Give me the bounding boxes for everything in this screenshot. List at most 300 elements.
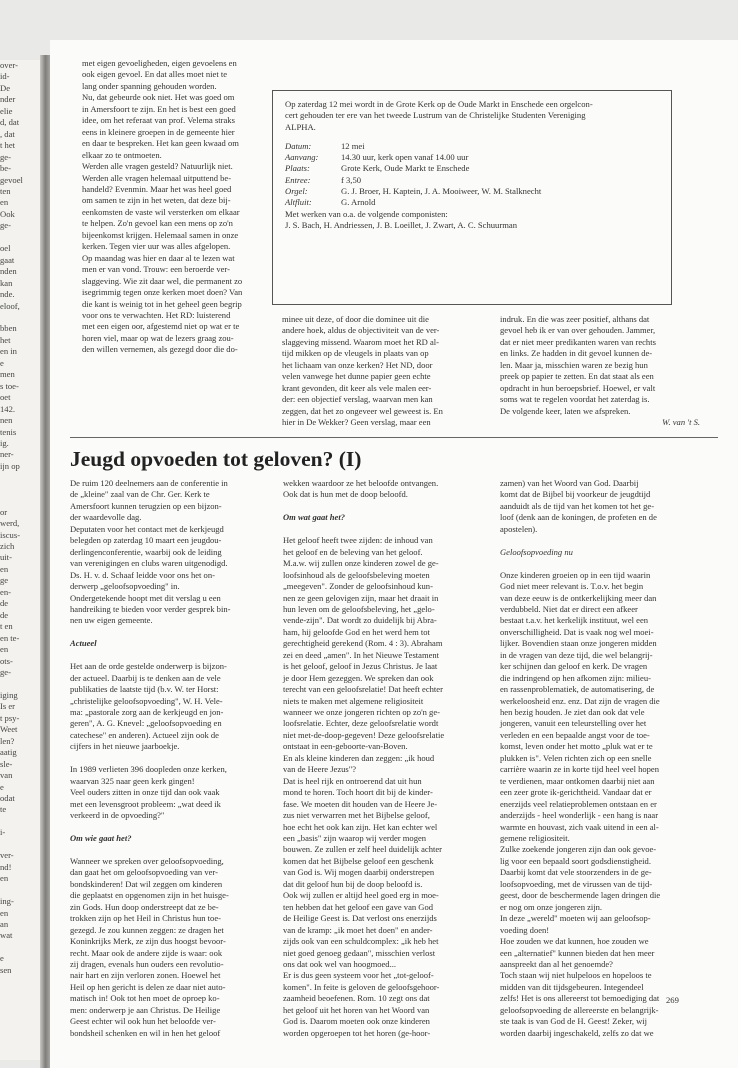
text-line: van deze eeuw is de ontkerkelijking meer dan xyxy=(500,592,657,603)
announcement-row xyxy=(285,163,541,174)
left-page-fragment: aatig xyxy=(0,747,17,758)
left-page-fragment: e xyxy=(0,953,4,964)
text-line: ma: „pastorale zorg aan de kerkjeugd en jon- xyxy=(70,707,224,718)
top-middle-column xyxy=(282,314,443,429)
text-line: met een levensgroot probleem: „wat deed ik xyxy=(70,798,221,809)
text-line: preek op papier te zetten. En dat staat als een xyxy=(500,371,654,382)
paragraph-gap xyxy=(70,650,230,661)
left-page-fragment xyxy=(0,839,44,850)
text-line: zelfs! Het is ons allereerst tot bemoediging dat xyxy=(500,993,660,1004)
paragraph-gap xyxy=(500,558,660,569)
left-page-fragment: ge xyxy=(0,575,9,586)
text-line: Geest echter wil ook hun het beloofde ver- xyxy=(70,1016,216,1027)
left-page-fragment xyxy=(0,678,44,689)
announcement-label: Altfluit: xyxy=(285,197,312,208)
announcement-value: G. J. Broer, H. Kaptein, J. A. Mooiweer, W. M. Stalknecht xyxy=(341,186,542,197)
text-line: gezegd. Je zou kunnen zeggen: ze dragen het xyxy=(70,924,224,935)
left-page-fragment: t en xyxy=(0,621,13,632)
subheading: Om wat gaat het? xyxy=(283,512,345,523)
left-page-fragment: gevoel xyxy=(0,174,23,185)
text-line: Toch staan wij niet hulpeloos en hopeloos te xyxy=(500,970,652,981)
subheading: Geloofsopvoeding nu xyxy=(500,546,573,557)
text-line: len. Maar ja, misschien waren ze bezig hun xyxy=(500,359,648,370)
section-divider xyxy=(70,437,718,438)
text-line: om samen te zijn in het weten, dat deze bij- xyxy=(82,195,231,206)
text-line: waarvan 325 naar geen kerk gingen! xyxy=(70,775,195,786)
text-line: komen dat het Bijbelse geloof een geschenk xyxy=(283,855,434,866)
announcement-value: 12 mei xyxy=(341,140,365,151)
text-line: kerken. Tegen vier uur was alles afgelopen. xyxy=(82,241,231,252)
text-line: ontstaat in een-geboorte-van-Boven. xyxy=(283,741,408,752)
left-page-fragment: en xyxy=(0,873,9,884)
text-line: een „alternatief" kunnen bieden dat hen meer xyxy=(500,947,655,958)
text-line: ook eigen gevoel. En dat alles moet niet te xyxy=(82,69,228,80)
text-line: den willen vernemen, als gezegd door die do- xyxy=(82,344,238,355)
text-line: andere hoek, aldus de objectiviteit van de ver- xyxy=(282,325,440,336)
announcement-row xyxy=(285,141,541,152)
left-page-fragment: d, dat xyxy=(0,117,20,128)
text-line: geloofsopvoeding de allereerste en belangrijk- xyxy=(500,1004,659,1015)
left-page-fragment: nen xyxy=(0,415,13,426)
announcement-label: Aanvang: xyxy=(285,152,319,163)
text-line: lang onder spanning gehouden worden. xyxy=(82,80,217,91)
text-line: opdracht in hun beroepsbrief. Hoewel, er valt xyxy=(500,382,656,393)
text-line: nen uw eigen gemeente. xyxy=(70,615,153,626)
text-line: lig voor een bepaald soort godsdienstigheid. xyxy=(500,855,651,866)
text-line: slaggeving missend. Waarom moet het RD al- xyxy=(282,336,440,347)
text-line: „christelijke geloofsopvoeding", W. H. Vele- xyxy=(70,695,223,706)
text-line: De ruim 120 deelnemers aan de conferentie in xyxy=(70,478,228,488)
text-line: bijeenkomst krijgen. Helemaal samen in onze xyxy=(82,229,239,240)
text-line: zeggen, dat het zo ongeveer wel geweest is. En xyxy=(282,405,443,416)
left-page-fragment xyxy=(0,495,44,506)
text-line: loofsopvoeding, met de virussen van de tijd- xyxy=(500,878,653,889)
text-line: verkeerd in de opvoeding?" xyxy=(70,810,165,821)
left-page-fragment: nden xyxy=(0,266,17,277)
text-line: zaamheid beoefenen. Rom. 10 zegt ons dat xyxy=(283,993,430,1004)
text-line: een zeer grote ik-gerichtheid. Vandaar dat er xyxy=(500,787,652,798)
text-line: Werden alle vragen gesteld? Natuurlijk niet. xyxy=(82,161,233,172)
left-page-fragment: uit- xyxy=(0,552,12,563)
announcement-label: Datum: xyxy=(285,140,312,151)
paragraph-gap xyxy=(70,753,230,764)
text-line: hoe echt het ook kan zijn. Het kan echter wel xyxy=(283,821,438,832)
text-line: zus niet verwarren met het Bijbelse geloof, xyxy=(283,810,430,821)
left-page-fragment: or xyxy=(0,506,8,517)
text-line: men er van vond. Trouw: een beroerde ver- xyxy=(82,264,230,275)
article-column-1 xyxy=(70,478,230,1039)
text-line: In deze „wereld" moeten wij aan geloofsop- xyxy=(500,913,651,924)
text-line: Werden alle vragen helemaal uitputtend be- xyxy=(82,172,232,183)
left-page-fragment: nder xyxy=(0,94,16,105)
left-page-fragment xyxy=(0,816,44,827)
text-line: dat dit geloof hun bij de doop beloofd is. xyxy=(283,878,423,889)
text-line: carrière waarin ze in korte tijd heel veel hopen xyxy=(500,764,659,775)
announcement-value: Grote Kerk, Oude Markt te Enschede xyxy=(341,163,470,174)
text-line: het geloof uit het horen van het Woord van xyxy=(283,1004,430,1015)
text-line: velen vanwege het dunne papier geen echte xyxy=(282,371,431,382)
text-line: wekken waardoor ze het beloofde ontvangen. xyxy=(283,478,439,488)
announcement-details xyxy=(285,141,541,209)
text-line: die geplaatst en opgenomen zijn in het huisge- xyxy=(70,890,229,901)
text-line: bestaat t.a.v. het kerkelijk instituut, wel een xyxy=(500,615,649,626)
text-line: Zulke zoekende jongeren zijn dan ook gevoe- xyxy=(500,844,657,855)
left-page-fragment: over- xyxy=(0,60,18,70)
announcement-intro xyxy=(285,99,659,133)
text-line: het geloof en de beleving van het geloof. xyxy=(283,546,423,557)
left-page-fragment: en te- xyxy=(0,632,20,643)
text-line: vende-zijn". Dat wordt zo duidelijk bij Abra- xyxy=(283,615,437,626)
announcement-value: G. Arnold xyxy=(341,197,376,208)
left-page-fragment: en xyxy=(0,197,9,208)
left-page-fragment: en in xyxy=(0,346,17,357)
announcement-label: Orgel: xyxy=(285,186,308,197)
left-page-fragment: e xyxy=(0,781,4,792)
text-line: elkaar zo te ontmoeten. xyxy=(82,149,162,160)
left-page-fragment: an xyxy=(0,918,9,929)
left-page-fragment: ge- xyxy=(0,667,11,678)
left-page-fragment: De xyxy=(0,82,11,93)
text-line: M.a.w. wij zullen onze kinderen zowel de ge- xyxy=(283,558,439,569)
article-column-2 xyxy=(283,478,444,1039)
text-line: van de kramp: „ik moet het doen" en ander- xyxy=(283,924,433,935)
text-line: zei en deed „amen". In het Nieuwe Testament xyxy=(283,649,440,660)
text-line: van de Heere Jezus"? xyxy=(283,764,357,775)
concert-announcement-box xyxy=(272,90,672,305)
page xyxy=(50,40,738,1068)
text-line: slaggeving. Wie zit daar wel, die permanent zo xyxy=(82,275,243,286)
text-line: zijds ook van een schuldcomplex: „ik heb het xyxy=(283,936,439,947)
text-line: Heil op hen gericht is delen ze daar niet auto- xyxy=(70,981,226,992)
text-line: lijker. Bovendien staan onze jongeren midden xyxy=(500,638,657,649)
text-line: voor ons te verwachten. Het RD: luisterend xyxy=(82,309,231,320)
signature: W. van 't S. xyxy=(662,417,700,428)
text-line: tijd mikken op de vleugels in plaats van op xyxy=(282,348,429,359)
text-line: terecht van een geloofsrelatie! Dat heeft echter xyxy=(283,684,443,695)
text-line: horen viel, maar op wat de lezers graag zou- xyxy=(82,332,234,343)
text-line: bondskinderen! Dat wil zeggen om kinderen xyxy=(70,878,223,889)
left-page-fragment xyxy=(0,232,44,243)
text-line: De volgende keer, laten we afspreken. xyxy=(500,405,631,416)
text-line: cijfers in het nieuwe jaarboekje. xyxy=(70,741,180,752)
text-line: onverschilligheid. Dat is vaak nog wel moei- xyxy=(500,626,654,637)
text-line: geest, door de beschermende lagen dringen die xyxy=(500,890,661,901)
text-line: geren", A. G. Knevel: „geloofsopvoeding en xyxy=(70,718,222,729)
text-line: in Amersfoort te zijn. En het is best een goed xyxy=(82,103,236,114)
left-page-fragment: werd, xyxy=(0,518,20,529)
left-page-fragment: de xyxy=(0,609,9,620)
text-line: indruk. En die was zeer positief, althans dat xyxy=(500,314,650,324)
text-line: Wanneer we spreken over geloofsopvoeding, xyxy=(70,855,224,866)
announcement-row xyxy=(285,175,541,186)
text-line: anderzijds - heel wonderlijk - een hang is naar xyxy=(500,810,659,821)
text-line: Nu, dat gebeurde ook niet. Het was goed om xyxy=(82,92,235,103)
left-page-fragment: ten xyxy=(0,185,11,196)
left-page-fragment xyxy=(0,484,44,495)
text-line: komen". In feite is geloven de geloofsgehoor- xyxy=(283,981,440,992)
text-line: midden van dit tijdsgebeuren. Integendeel xyxy=(500,981,644,992)
text-line: aanduidt als de tijd van het komen tot het ge- xyxy=(500,500,655,511)
left-page-fragment: ijn op xyxy=(0,460,20,471)
text-line: Het geloof heeft twee zijden: de inhoud van xyxy=(283,535,433,546)
text-line: hen bezig houden. Je ziet dan ook dat vele xyxy=(500,707,645,718)
text-line: publikaties de laatste tijd (b.v. W. ter Horst: xyxy=(70,684,219,695)
text-line: der waardevolle dag. xyxy=(70,512,142,523)
text-line: Ds. H. v. d. Schaaf leidde voor ons het on- xyxy=(70,569,215,580)
text-line: verleden en een bepaalde angst voor de toe- xyxy=(500,729,650,740)
text-line: nair hart en zijn verloren zonen. Hoewel het xyxy=(70,970,221,981)
text-line: hier in De Wekker? Geen verslag, maar een xyxy=(282,417,431,428)
left-page-fragment: zich xyxy=(0,541,15,552)
text-line: der actueel. Daarbij is te denken aan de vele xyxy=(70,672,221,683)
left-page-fragment: sle- xyxy=(0,758,13,769)
left-page-fragment: ig. xyxy=(0,437,9,448)
left-page-fragment: ing- xyxy=(0,896,14,907)
left-page-fragment: Ook xyxy=(0,208,15,219)
left-page-fragment xyxy=(0,942,44,953)
text-line: Het aan de orde gestelde onderwerp is bijzon- xyxy=(70,661,227,672)
text-line: krant gevonden, dit keer als vele malen eer- xyxy=(282,382,432,393)
left-page-fragment: van xyxy=(0,770,13,781)
left-page-fragment: ge- xyxy=(0,151,11,162)
left-page-fragment: s toe- xyxy=(0,380,19,391)
text-line: aanspreekt dan al het genoemde? xyxy=(500,959,613,969)
text-line: In 1989 verlieten 396 doopleden onze kerken, xyxy=(70,764,227,775)
paragraph-gap xyxy=(70,627,230,638)
text-line: loof (denk aan de koningen, de profeten en de xyxy=(500,512,657,523)
left-page-fragment: nd! xyxy=(0,861,12,872)
left-page-fragment: e xyxy=(0,357,4,368)
left-page-fragment: Weet xyxy=(0,724,18,735)
text-line: voeding doen! xyxy=(500,924,550,935)
text-line: dat er niet meer predikanten waren van rechts xyxy=(500,336,656,347)
text-line: catechese" en anderen). Actueel zijn ook de xyxy=(70,729,219,740)
text-line: Hoe zouden we dat kunnen, hoe zouden we xyxy=(500,936,649,947)
text-line: handreiking te bieden voor verder gesprek bin- xyxy=(70,603,231,614)
top-left-column xyxy=(82,58,242,356)
text-line: gerechtigheid gerekend (Rom. 4 : 3). Abraham xyxy=(283,638,443,649)
text-line: en daar te bespreken. Het kan geen kwaad om xyxy=(82,138,239,149)
subheading: Om wie gaat het? xyxy=(70,832,132,843)
text-line: Dat is heel rijk en ontroerend dat uit hun xyxy=(283,775,422,786)
text-line: zamen) van het Woord van God. Daarbij xyxy=(500,478,639,488)
paragraph-gap xyxy=(500,535,660,546)
text-line: idee, om het referaat van prof. Velema straks xyxy=(82,115,235,126)
left-page-fragment: , dat xyxy=(0,128,15,139)
left-page-fragment: bben xyxy=(0,323,17,334)
left-page-fragment: elie xyxy=(0,105,13,116)
announcement-label: Entree: xyxy=(285,174,311,185)
left-page-fragment: eloof, xyxy=(0,300,20,311)
left-page-fragment xyxy=(0,312,44,323)
text-line: Koninkrijks Merk, ze zijn dus hoogst bevoor- xyxy=(70,936,226,947)
text-line: „meegeven". Zonder de geloofsinhoud kun- xyxy=(283,581,433,592)
text-line: werkeloosheid enz. enz. Dat zijn de vragen die xyxy=(500,695,660,706)
text-line: de Heilige Geest is. Dat verlost ons enerzijds xyxy=(283,913,437,924)
article-column-3 xyxy=(500,478,660,1039)
left-page-fragment: te xyxy=(0,804,7,815)
announcement-row xyxy=(285,197,541,208)
text-line: te helpen. Zo'n gevoel kan een mens op zo'n xyxy=(82,218,233,229)
text-line: Daarbij komt dat vele stoorzenders in de ge- xyxy=(500,867,652,878)
text-line: je door Hem gezeggen. We spreken dan ook xyxy=(283,672,434,683)
text-line: ham, hij geloofde God en het werd hem tot xyxy=(283,626,430,637)
text-line: derlingenconferentie, waarbij ook de leiding xyxy=(70,546,222,557)
paragraph-gap xyxy=(70,844,230,855)
announcement-line: ALPHA. xyxy=(285,121,316,132)
left-page-fragment: len? xyxy=(0,735,15,746)
text-line: men: onderwerp je aan Christus. De Heilige xyxy=(70,1004,221,1015)
text-line: belegden op zaterdag 10 maart een jeugdou- xyxy=(70,535,222,546)
text-line: loofsrelatie. Echter, deze geloofsrelatie wordt xyxy=(283,718,439,729)
text-line: en rassenproblematiek, de automatisering, de xyxy=(500,684,655,695)
text-line: handeld? Evenmin. Maar het was heel goed xyxy=(82,183,232,194)
left-page-fragment: wat xyxy=(0,930,13,941)
text-line: bondsheil schenken en wil in hen het geloof xyxy=(70,1027,221,1038)
paragraph-gap xyxy=(283,501,444,512)
text-line: Amersfoort kunnen terugzien op een bijzon- xyxy=(70,500,222,511)
text-line: En als kleine kinderen dan zeggen: „ik houd xyxy=(283,752,435,763)
text-line: isegrimmig tegen onze kerken moet doen? Van xyxy=(82,287,243,298)
text-line: gemene religiositeit. xyxy=(500,833,570,844)
left-page-fragment: i- xyxy=(0,827,6,838)
text-line: zij dragen, evenals hun ouders een revolutio- xyxy=(70,958,224,969)
announcement-composers xyxy=(285,209,659,232)
left-page-fragment: iging xyxy=(0,689,18,700)
text-line: worden daarbij ingeschakeld, zelfs zo dat we xyxy=(500,1027,654,1038)
text-line: van verenigingen en clubs waren uitgenodigd. xyxy=(70,558,228,569)
text-line: Ondergetekende hoopt met dit verslag u een xyxy=(70,592,221,603)
text-line: recht. Maar ook de andere zijde is waar: ook xyxy=(70,947,223,958)
left-page-fragment: ver- xyxy=(0,850,14,861)
text-line: loofsinhoud als de geloofsbeleving moeten xyxy=(283,569,430,580)
left-page-fragment: het xyxy=(0,334,11,345)
text-line: van God is. Wij mogen daarbij onderstrepen xyxy=(283,867,435,878)
text-line: Deputaten voor het contact met de kerkjeugd xyxy=(70,523,224,534)
text-line: die kant is weinig tot in het geheel geen begrip xyxy=(82,298,242,309)
text-line: Onze kinderen groeien op in een tijd waarin xyxy=(500,569,651,580)
left-page-fragment: men xyxy=(0,369,15,380)
left-page-fragment: be- xyxy=(0,163,11,174)
text-line: een „basis" zijn waarop wij verder mogen xyxy=(283,833,427,844)
left-page-fragment: en xyxy=(0,644,9,655)
text-line: in de vragen van deze tijd, die wel belangrij- xyxy=(500,649,653,660)
announcement-line: cert gehouden ter ere van het tweede Lustrum van de Christelijke Studenten Vereniging xyxy=(285,110,586,121)
left-page-fragment: ge- xyxy=(0,220,11,231)
left-page-fragment: de xyxy=(0,598,9,609)
text-line: wanneer we onze jongeren richten op zo'n ge- xyxy=(283,707,440,718)
left-page-fragment: en xyxy=(0,563,9,574)
top-right-column xyxy=(500,314,700,429)
text-line: warmte en houvast, zich vaak uitend in een al- xyxy=(500,821,659,832)
left-page-fragment: 142. xyxy=(0,403,16,414)
announcement-line: Op zaterdag 12 mei wordt in de Grote Kerk op de Oude Markt in Enschede een orgelcon- xyxy=(285,99,593,109)
paragraph-gap xyxy=(70,822,230,833)
left-page-fragment: Is er xyxy=(0,701,16,712)
text-line: plukken is". Velen richten zich op een snelle xyxy=(500,752,652,763)
text-line: met eigen gevoeligheden, eigen gevoelens en xyxy=(82,58,237,68)
text-line: hun leven om de geloofsbeleving, het „gelo- xyxy=(283,603,435,614)
left-page-fragment: ots- xyxy=(0,655,13,666)
left-page-fragment xyxy=(0,472,44,483)
text-line: apostelen). xyxy=(500,523,538,534)
left-page-fragment: gaat xyxy=(0,254,15,265)
text-line: de „kleine" zaal van de Chr. Ger. Kerk te xyxy=(70,489,210,500)
text-line: derwerp „geloofsopvoeding" in. xyxy=(70,581,180,592)
announcement-line: Met werken van o.a. de volgende componisten: xyxy=(285,208,448,219)
text-line: met een eigen oor, afgestemd niet op wat er te xyxy=(82,321,240,332)
announcement-value: f 3,50 xyxy=(341,174,362,185)
text-line: gevoel heb ik er van over gehouden. Jammer, xyxy=(500,325,656,336)
left-page-fragment: odat xyxy=(0,793,15,803)
text-line: verdubbeld. Niet dat er direct een afkeer xyxy=(500,603,638,614)
announcement-row xyxy=(285,152,541,163)
text-line: soms wat te regelen voordat het zaterdag is. xyxy=(500,394,650,405)
text-line: niet met-de-doop-gegeven! Deze geloofsrelatie xyxy=(283,729,445,740)
text-line: fase. We moeten dit houden van de Heere Je- xyxy=(283,798,438,809)
text-line: die indringend op hen afkomen zijn: milieu- xyxy=(500,672,651,683)
left-page-fragment: kan xyxy=(0,277,13,288)
left-page-fragment: iscus- xyxy=(0,529,21,540)
text-line: der: een objectief verslag, waarvan men kan xyxy=(282,394,433,405)
left-page-fragment: oet xyxy=(0,392,11,403)
text-line: ons dat ook wel van hoogmoed... xyxy=(283,959,396,969)
text-line: ker schijnen dan geloof en kerk. De vragen xyxy=(500,661,648,672)
paragraph-gap xyxy=(283,524,444,535)
text-line: minee uit deze, of door die dominee uit die xyxy=(282,314,429,324)
left-page-fragments xyxy=(0,60,44,1060)
text-line: eens in kleinere groepen in de gemeente hier xyxy=(82,126,235,137)
text-line: jongeren, vanuit een teleurstelling over het xyxy=(500,718,647,729)
text-line: Op maandag was hier en daar al te lezen wat xyxy=(82,252,235,263)
text-line: niet goed genoeg gedaan", misschien verlost xyxy=(283,947,436,958)
text-line: komt dat de Bijbel bij voorkeur de jeugdtijd xyxy=(500,489,651,500)
left-page-fragment: t het xyxy=(0,140,16,151)
left-page-fragment: sen xyxy=(0,964,12,975)
text-line: trokken zijn op het Heil in Christus hun toe- xyxy=(70,913,221,924)
text-line: eenkomsten de vaste wil versterken om elkaar xyxy=(82,206,240,217)
left-page-fragment xyxy=(0,885,44,896)
text-line: God niet meer relevant is. T.o.v. het begin xyxy=(500,581,644,592)
text-line: er nog om onze jongeren zijn. xyxy=(500,901,603,912)
text-line: dan gaat het om geloofsopvoeding van ver- xyxy=(70,867,218,878)
text-line: is het geloof, geloof in Jezus Christus. Je laat xyxy=(283,661,438,672)
subheading: Actueel xyxy=(70,638,97,649)
announcement-row xyxy=(285,186,541,197)
left-page-fragment: ner- xyxy=(0,449,14,460)
text-line: Er is dus geen systeem voor het „tot-geloof- xyxy=(283,970,434,981)
text-line: het lichaam van onze kerken? Het ND, door xyxy=(282,359,433,370)
left-page-fragment: en- xyxy=(0,586,11,597)
left-page-fragment: oel xyxy=(0,243,11,254)
page-number: 269 xyxy=(666,995,679,1005)
text-line: Ook dat is hun met de doop beloofd. xyxy=(283,489,408,500)
text-line: worden opgeroepen tot het horen (ge-hoor- xyxy=(283,1027,431,1038)
text-line: nen ze geen gelovigen zijn, maar het draait in xyxy=(283,592,439,603)
text-line: mond te horen. Toch hoort dit bij de kinder- xyxy=(283,787,433,798)
text-line: en links. Ze hadden in dit gevoel kunnen de- xyxy=(500,348,653,359)
text-line: Veel ouders zitten in onze tijd dan ook vaak xyxy=(70,787,220,798)
text-line: ste taak is van God de H. Geest! Zeker, wij xyxy=(500,1016,648,1027)
left-page-fragment: t psy- xyxy=(0,712,20,723)
text-line: te verdienen, maar ontkomen daarbij niet aan xyxy=(500,775,655,786)
announcement-line: J. S. Bach, H. Andriessen, J. B. Loeillet, J. Zwart, A. C. Schuurman xyxy=(285,219,518,230)
text-line: zin Gods. Hun doop onderstreept dat ze be- xyxy=(70,901,219,912)
text-line: komst, leven onder het motto „pluk wat er te xyxy=(500,741,653,752)
text-line: matisch in! Ook tot hen moet de oproep ko- xyxy=(70,993,220,1004)
text-line: Ook wij zullen er altijd heel goed erg in moe- xyxy=(283,890,439,901)
text-line: niets te maken met algemene religiositeit xyxy=(283,695,424,706)
